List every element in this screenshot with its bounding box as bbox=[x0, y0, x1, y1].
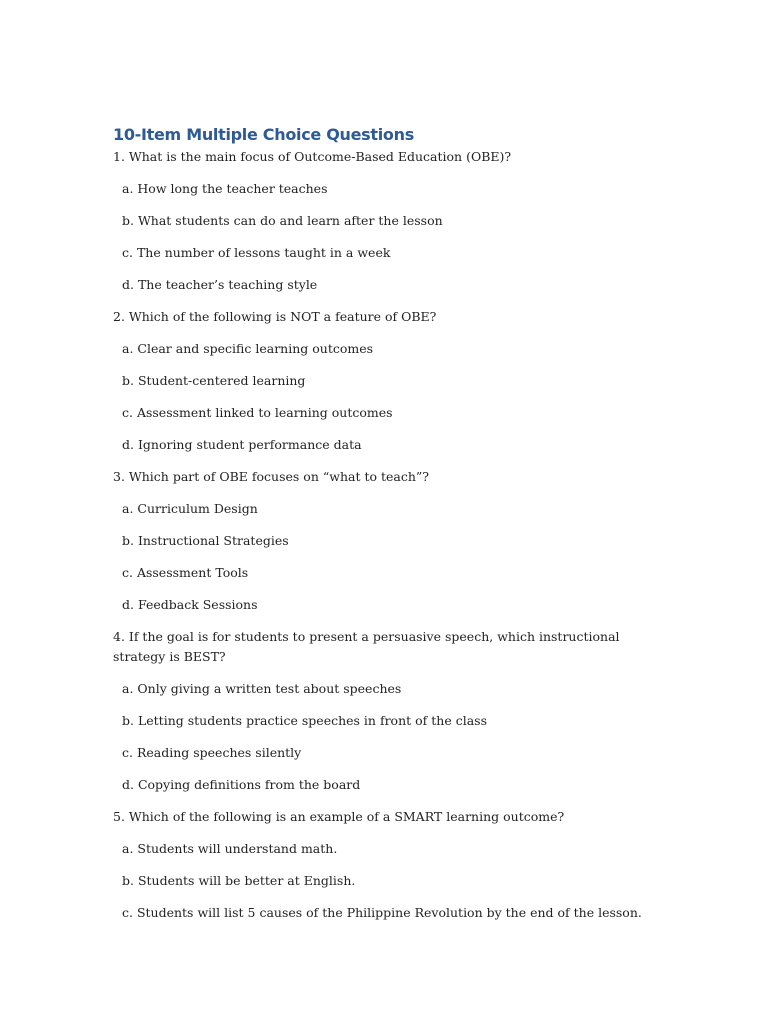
question-text: 3. Which part of OBE focuses on “what to teach”? bbox=[113, 469, 429, 484]
choice-a: a. How long the teacher teaches bbox=[122, 181, 328, 196]
document-page bbox=[113, 124, 658, 935]
question-text: 5. Which of the following is an example of a SMART learning outcome? bbox=[113, 809, 565, 824]
choice-c: c. Assessment linked to learning outcomes bbox=[122, 405, 393, 420]
choice-b: b. Letting students practice speeches in front of the class bbox=[122, 713, 487, 728]
choice-a: a. Only giving a written test about speeches bbox=[122, 681, 402, 696]
choice-a: a. Clear and specific learning outcomes bbox=[122, 341, 374, 356]
choice-b: b. Students will be better at English. bbox=[122, 873, 356, 888]
choice-d: d. Feedback Sessions bbox=[122, 597, 258, 612]
choice-d: d. Copying definitions from the board bbox=[122, 777, 361, 792]
question-block-5 bbox=[113, 807, 658, 923]
choice-b: b. Instructional Strategies bbox=[122, 533, 289, 548]
choice-c: c. Assessment Tools bbox=[122, 565, 249, 580]
question-block-3 bbox=[113, 467, 658, 615]
question-text: 2. Which of the following is NOT a feature of OBE? bbox=[113, 309, 437, 324]
choice-a: a. Students will understand math. bbox=[122, 841, 338, 856]
question-block-1 bbox=[113, 147, 658, 295]
choice-d: d. Ignoring student performance data bbox=[122, 437, 362, 452]
choice-c: c. Reading speeches silently bbox=[122, 745, 302, 760]
choice-c: c. The number of lessons taught in a week bbox=[122, 245, 391, 260]
question-block-4 bbox=[113, 627, 658, 795]
choice-d: d. The teacher’s teaching style bbox=[122, 277, 318, 292]
question-text: 1. What is the main focus of Outcome-Based Education (OBE)? bbox=[113, 149, 512, 164]
question-text: 4. If the goal is for students to present a persuasive speech, which instructional strategy is BEST? bbox=[113, 629, 620, 664]
document-title: 10-Item Multiple Choice Questions bbox=[113, 125, 414, 144]
choice-b: b. What students can do and learn after the lesson bbox=[122, 213, 443, 228]
choice-a: a. Curriculum Design bbox=[122, 501, 258, 516]
choice-c: c. Students will list 5 causes of the Philippine Revolution by the end of the lesson. bbox=[122, 905, 642, 920]
choice-b: b. Student-centered learning bbox=[122, 373, 306, 388]
question-block-2 bbox=[113, 307, 658, 455]
